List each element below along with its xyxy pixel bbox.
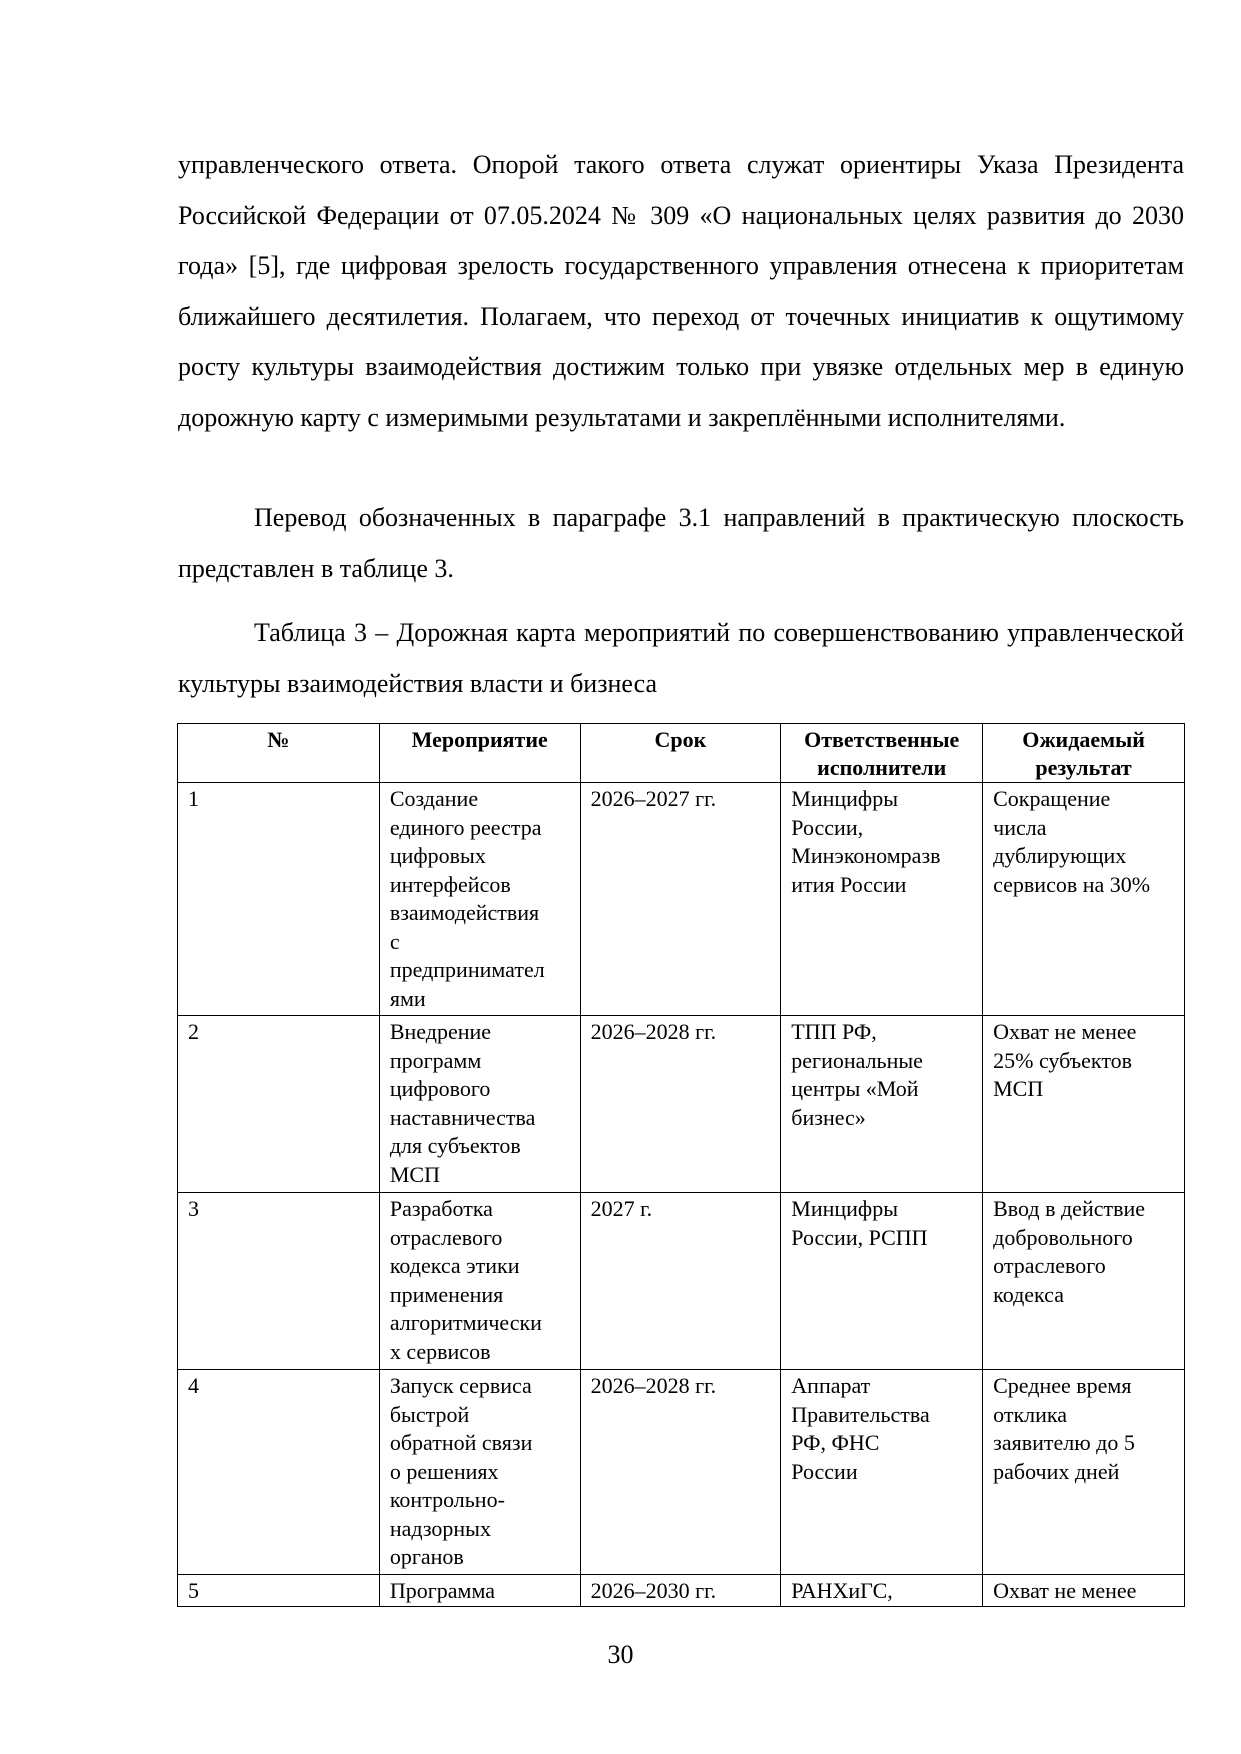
- table-row: [178, 1370, 1185, 1575]
- responsible-cell: ТПП РФ, региональные центры «Мой бизнес»: [781, 1016, 983, 1193]
- term-cell: 2026–2028 гг.: [580, 1370, 781, 1575]
- result-cell: Среднее время отклика заявителю до 5 рабочих дней: [983, 1370, 1185, 1575]
- row-number: 4: [178, 1370, 380, 1575]
- term-cell: 2026–2027 гг.: [580, 783, 781, 1016]
- responsible-cell: Аппарат Правительства РФ, ФНС России: [781, 1370, 983, 1575]
- activity-cell: Разработка отраслевого кодекса этики применения алгоритмически х сервисов: [379, 1193, 580, 1370]
- term-cell: 2026–2028 гг.: [580, 1016, 781, 1193]
- result-cell: Охват не менее: [983, 1575, 1185, 1607]
- header-number: №: [178, 724, 380, 783]
- header-term: Срок: [580, 724, 781, 783]
- term-cell: 2026–2030 гг.: [580, 1575, 781, 1607]
- table-row: [178, 783, 1185, 1016]
- table-row: [178, 1575, 1185, 1607]
- table-header-row: [178, 724, 1185, 783]
- header-activity: Мероприятие: [379, 724, 580, 783]
- body-paragraph: управленческого ответа. Опорой такого ответа служат ориентиры Указа Президента Российской Федерации от 07.05.2024 № 309 «О национальных целях развития до 2030 года» [5], где цифровая зрелость государственного управления отнесена к приоритетам ближайшего десятилетия. Полагаем, что переход от точечных инициатив к ощутимому росту культуры взаимодействия достижим только при увязке отдельных мер в единую дорожную карту с измеримыми результатами и закреплёнными исполнителями.: [178, 150, 1184, 432]
- page-number: 30: [607, 1640, 634, 1669]
- row-number: 2: [178, 1016, 380, 1193]
- term-cell: 2027 г.: [580, 1193, 781, 1370]
- row-number: 1: [178, 783, 380, 1016]
- result-cell: Охват не менее 25% субъектов МСП: [983, 1016, 1185, 1193]
- table-row: [178, 1016, 1185, 1193]
- result-cell: Сокращение числа дублирующих сервисов на 30%: [983, 783, 1185, 1016]
- row-number: 3: [178, 1193, 380, 1370]
- responsible-cell: Минцифры России, Минэкономразв ития России: [781, 783, 983, 1016]
- table-caption: Таблица 3 – Дорожная карта мероприятий по совершенствованию управленческой культуры взаимодействия власти и бизнеса: [178, 618, 1184, 698]
- activity-cell: Программа: [379, 1575, 580, 1607]
- body-paragraph: Перевод обозначенных в параграфе 3.1 направлений в практическую плоскость представлен в таблице 3.: [178, 503, 1184, 583]
- roadmap-table: [177, 723, 1185, 1607]
- header-responsible: Ответственные исполнители: [781, 724, 983, 783]
- table-row: [178, 1193, 1185, 1370]
- result-cell: Ввод в действие добровольного отраслевого кодекса: [983, 1193, 1185, 1370]
- activity-cell: Внедрение программ цифрового наставничества для субъектов МСП: [379, 1016, 580, 1193]
- activity-cell: Создание единого реестра цифровых интерфейсов взаимодействия с предпринимател ями: [379, 783, 580, 1016]
- responsible-cell: Минцифры России, РСПП: [781, 1193, 983, 1370]
- responsible-cell: РАНХиГС,: [781, 1575, 983, 1607]
- activity-cell: Запуск сервиса быстрой обратной связи о решениях контрольно- надзорных органов: [379, 1370, 580, 1575]
- header-result: Ожидаемый результат: [983, 724, 1185, 783]
- row-number: 5: [178, 1575, 380, 1607]
